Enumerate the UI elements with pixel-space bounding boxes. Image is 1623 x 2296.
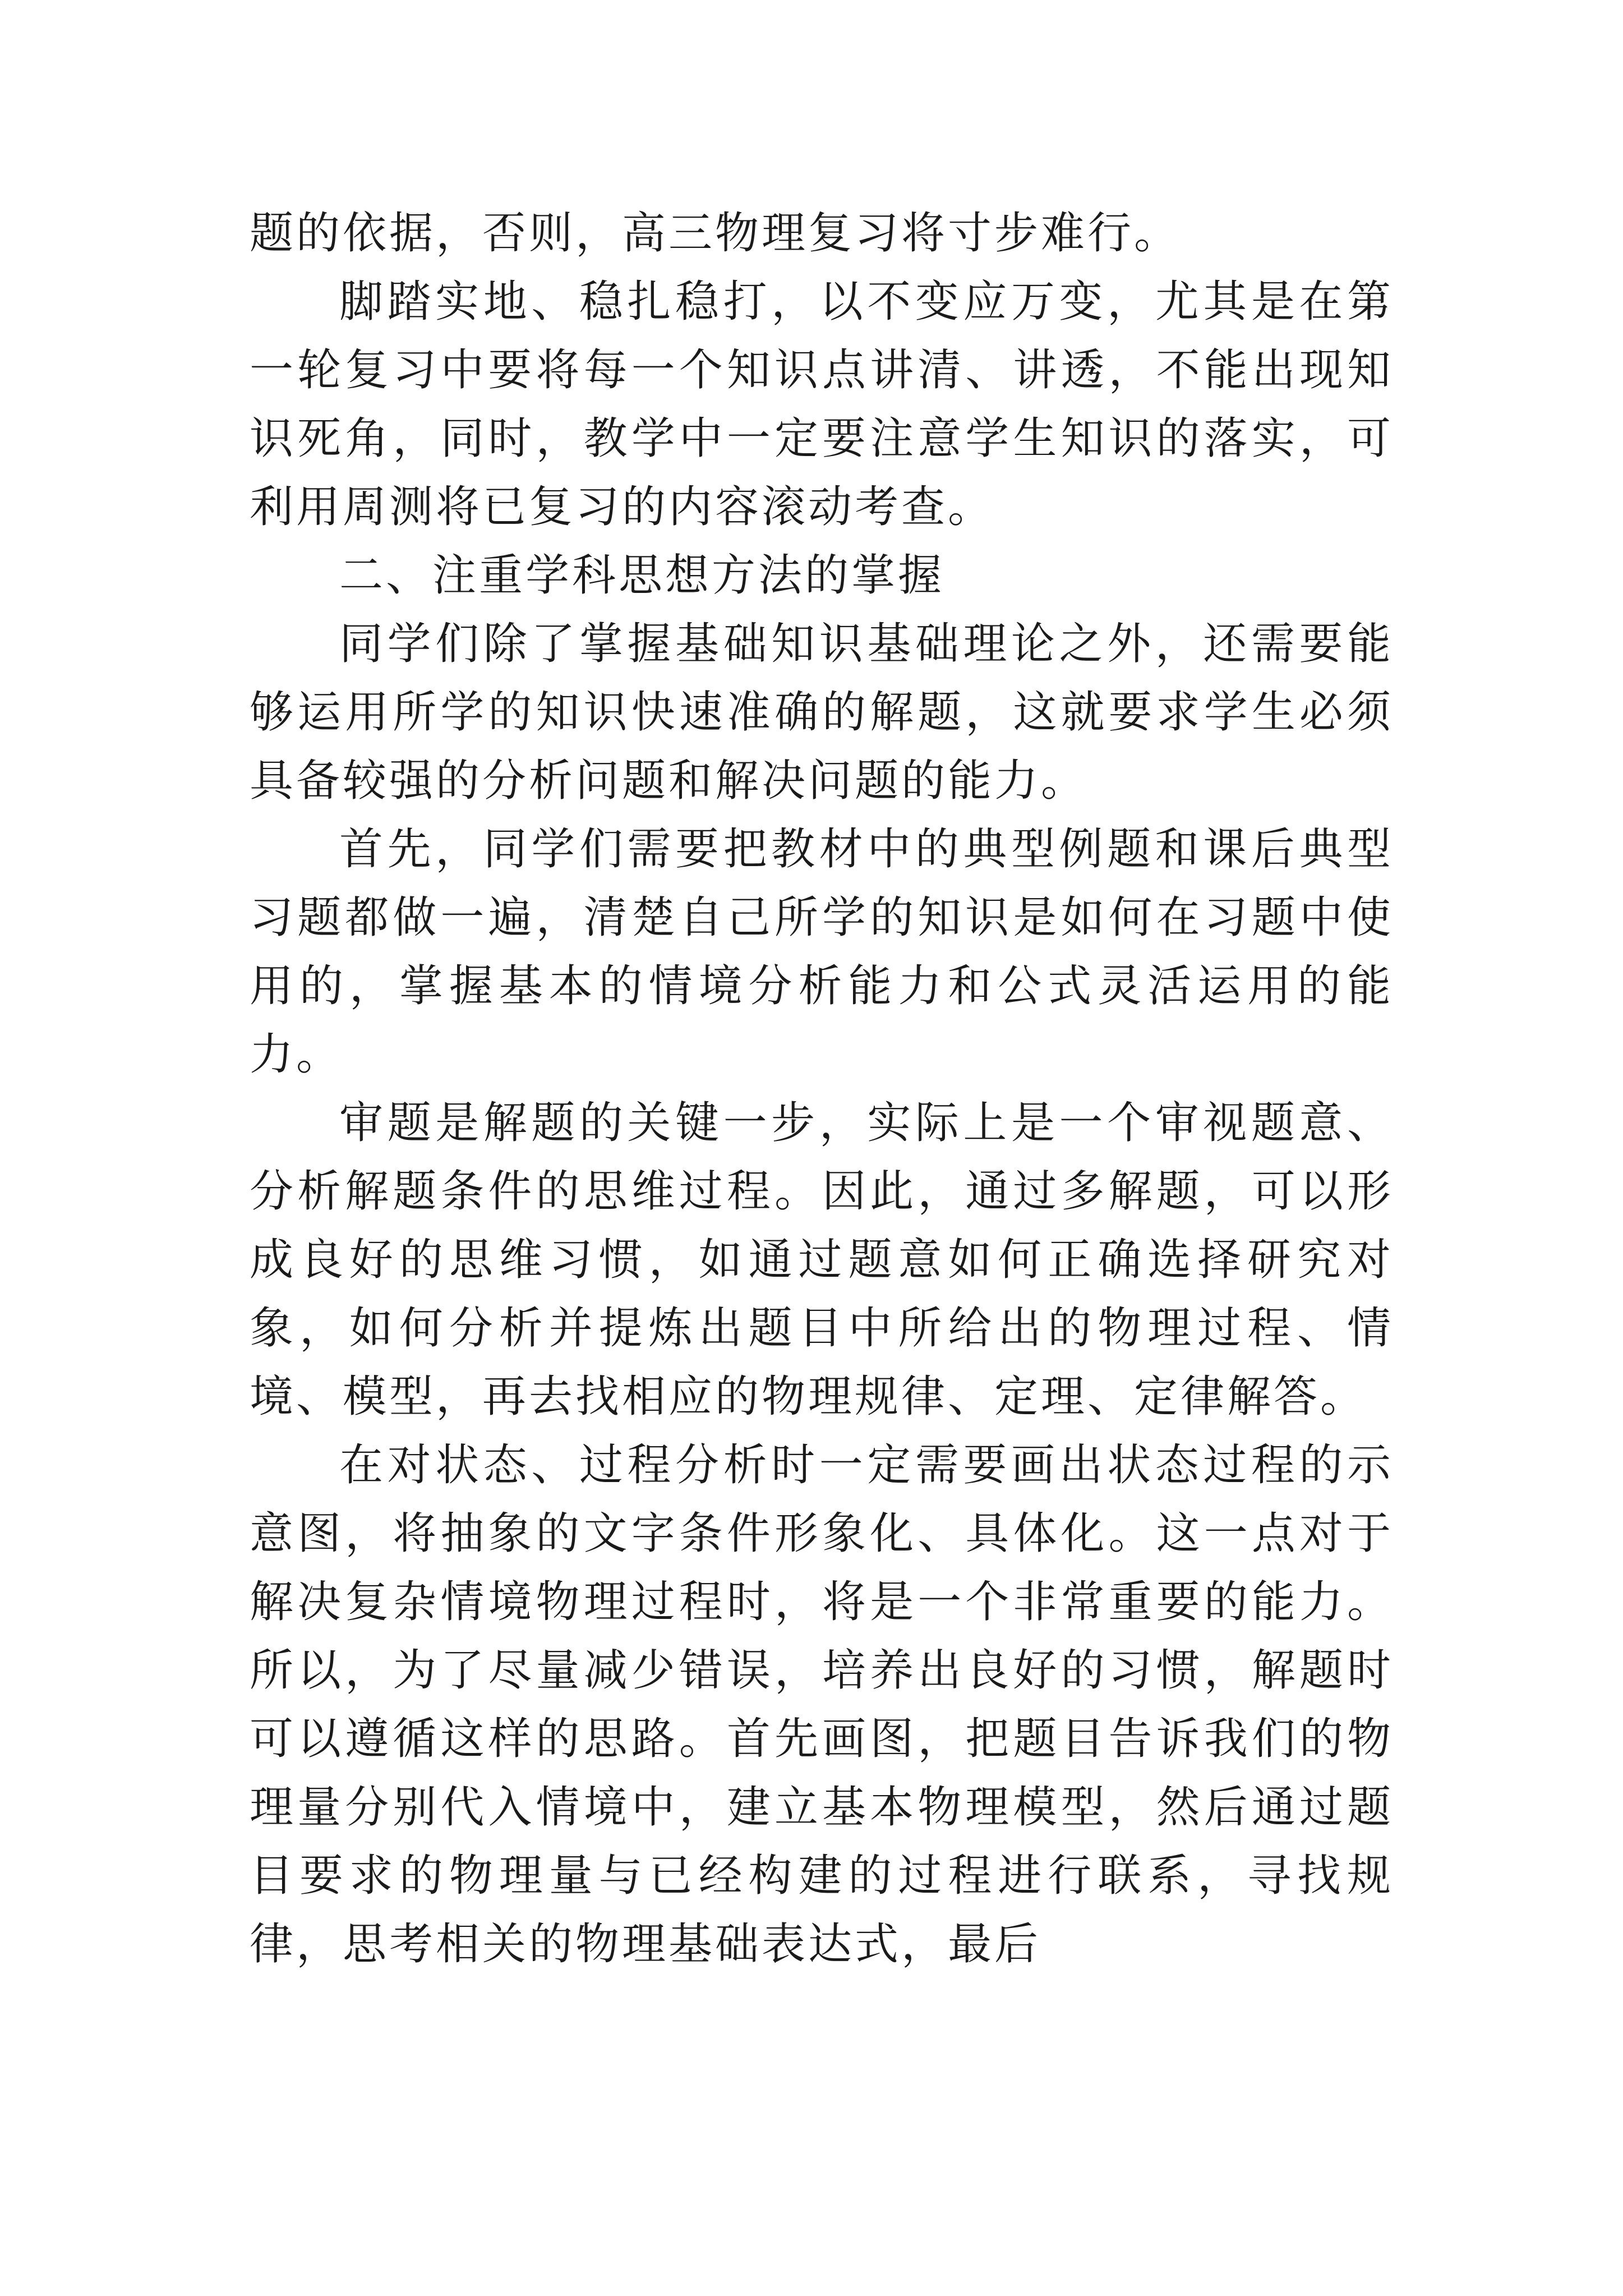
paragraph: 审题是解题的关键一步，实际上是一个审视题意、分析解题条件的思维过程。因此，通过多解题，可以形成良好的思维习惯，如通过题意如何正确选择研究对象，如何分析并提炼出题目中所给出的物理过程、情境、模型，再去找相应的物理规律、定理、定律解答。 <box>250 1098 1394 1422</box>
paragraph: 在对状态、过程分析时一定需要画出状态过程的示意图，将抽象的文字条件形象化、具体化。这一点对于解决复杂情境物理过程时，将是一个非常重要的能力。所以，为了尽量减少错误，培养出良好的习惯，解题时可以遵循这样的思路。首先画图，把题目告诉我们的物理量分别代入情境中，建立基本物理模型，然后通过题目要求的物理量与已经构建的过程进行联系，寻找规律，思考相关的物理基础表达式，最后 <box>250 1440 1394 1970</box>
paragraph: 脚踏实地、稳扎稳打，以不变应万变，尤其是在第一轮复习中要将每一个知识点讲清、讲透，不能出现知识死角，同时，教学中一定要注意学生知识的落实，可利用周测将已复习的内容滚动考查。 <box>250 277 1394 532</box>
paragraph: 同学们除了掌握基础知识基础理论之外，还需要能够运用所学的知识快速准确的解题，这就要求学生必须具备较强的分析问题和解决问题的能力。 <box>250 619 1394 806</box>
section-heading: 二、注重学科思想方法的掌握 <box>339 550 945 601</box>
paragraph-continuation: 题的依据，否则，高三物理复习将寸步难行。 <box>250 208 1181 259</box>
paragraph: 首先，同学们需要把教材中的典型例题和课后典型习题都做一遍，清楚自己所学的知识是如何在习题中使用的，掌握基本的情境分析能力和公式灵活运用的能力。 <box>250 824 1394 1080</box>
body-text <box>250 199 1394 1978</box>
